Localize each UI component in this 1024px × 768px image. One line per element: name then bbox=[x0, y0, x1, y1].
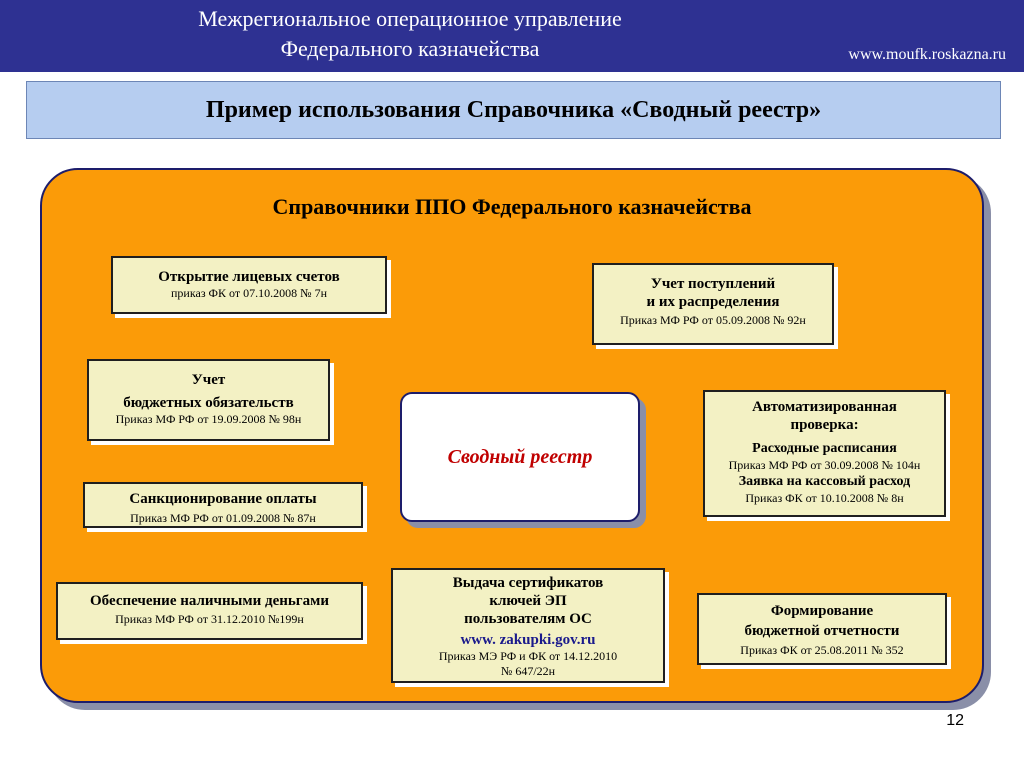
header-url[interactable]: www.moufk.roskazna.ru bbox=[848, 46, 1006, 63]
box-obligations-title2: бюджетных обязательств bbox=[123, 395, 294, 411]
box-open-accounts-title: Открытие лицевых счетов bbox=[158, 269, 340, 285]
center-consolidated-registry bbox=[400, 392, 640, 522]
box-reporting-order: Приказ ФК от 25.08.2011 № 352 bbox=[740, 643, 904, 657]
box-check-title2: проверка: bbox=[790, 417, 859, 433]
box-revenue-accounting bbox=[592, 263, 834, 345]
box-budget-reporting bbox=[697, 593, 947, 665]
box-certificates-link[interactable]: www. zakupki.gov.ru bbox=[460, 632, 596, 648]
header-title-line1: Межрегиональное операционное управление bbox=[198, 6, 622, 31]
box-check-order1: Приказ МФ РФ от 30.09.2008 № 104н bbox=[728, 458, 921, 472]
box-open-accounts-order: приказ ФК от 07.10.2008 № 7н bbox=[171, 286, 327, 300]
box-certificates-title1: Выдача сертификатов bbox=[452, 575, 604, 591]
box-authorization-title: Санкционирование оплаты bbox=[129, 491, 317, 507]
box-check-item2: Заявка на кассовый расход bbox=[738, 474, 911, 489]
box-revenue-order: Приказ МФ РФ от 05.09.2008 № 92н bbox=[620, 313, 806, 327]
box-automated-check bbox=[703, 390, 946, 517]
box-certificates-order1: Приказ МЭ РФ и ФК от 14.12.2010 bbox=[438, 649, 618, 663]
page-number: 12 bbox=[946, 712, 964, 729]
box-check-item1: Расходные расписания bbox=[752, 441, 897, 456]
box-cash-title: Обеспечение наличными деньгами bbox=[90, 593, 329, 609]
box-certificates-title3: пользователям ОС bbox=[464, 611, 592, 627]
box-revenue-title2: и их распределения bbox=[646, 294, 780, 310]
box-budget-obligations bbox=[87, 359, 330, 441]
box-check-order2: Приказ ФК от 10.10.2008 № 8н bbox=[745, 491, 904, 505]
header-title bbox=[0, 4, 820, 64]
box-check-title1: Автоматизированная bbox=[752, 399, 897, 415]
box-reporting-title1: Формирование bbox=[770, 603, 874, 619]
box-certificates-title2: ключей ЭП bbox=[489, 593, 567, 609]
box-authorization-order: Приказ МФ РФ от 01.09.2008 № 87н bbox=[130, 511, 316, 525]
slide-title: Пример использования Справочника «Сводный реестр» bbox=[26, 81, 1001, 139]
header-title-line2: Федерального казначейства bbox=[280, 36, 540, 61]
box-certificates-order2: № 647/22н bbox=[500, 664, 556, 678]
box-obligations-title1: Учет bbox=[191, 372, 226, 388]
center-label: Сводный реестр bbox=[447, 445, 593, 468]
panel-title: Справочники ППО Федерального казначейства bbox=[272, 194, 752, 219]
box-reporting-title2: бюджетной отчетности bbox=[744, 623, 900, 639]
box-revenue-title1: Учет поступлений bbox=[650, 276, 776, 292]
box-cash-provision bbox=[56, 582, 363, 640]
box-payment-authorization bbox=[83, 482, 363, 528]
box-obligations-order: Приказ МФ РФ от 19.09.2008 № 98н bbox=[115, 412, 302, 426]
box-open-accounts bbox=[111, 256, 387, 314]
box-cash-order: Приказ МФ РФ от 31.12.2010 №199н bbox=[115, 612, 304, 626]
box-certificates bbox=[391, 568, 665, 683]
header-bar bbox=[0, 0, 1024, 72]
